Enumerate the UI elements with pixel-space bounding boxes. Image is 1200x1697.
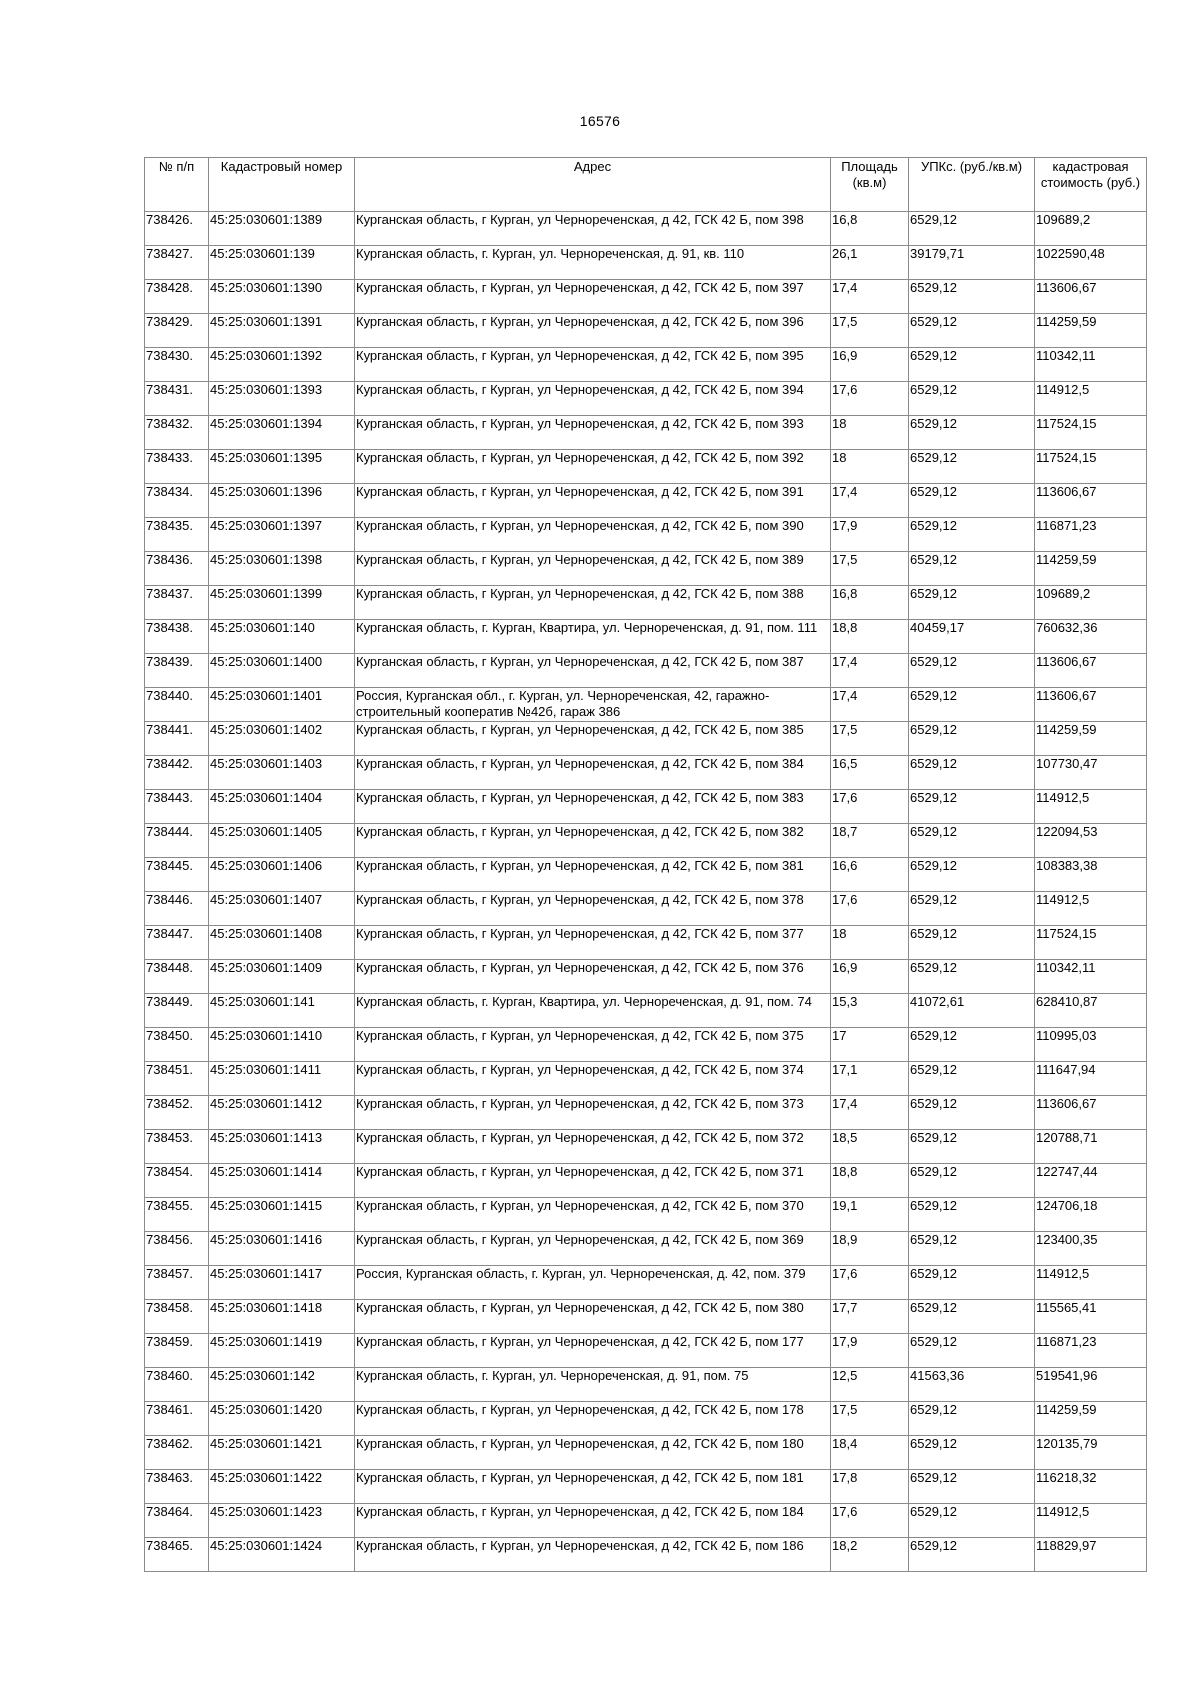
cadastral-value: 114912,5 (1035, 790, 1147, 824)
cadastral-number: 45:25:030601:1400 (209, 654, 355, 688)
cadastral-number: 45:25:030601:1410 (209, 1028, 355, 1062)
area: 17,4 (831, 280, 909, 314)
cadastral-number: 45:25:030601:1424 (209, 1538, 355, 1572)
cadastral-number: 45:25:030601:1418 (209, 1300, 355, 1334)
cadastral-value: 107730,47 (1035, 756, 1147, 790)
area: 17,6 (831, 790, 909, 824)
cadastral-value: 114259,59 (1035, 552, 1147, 586)
address: Курганская область, г Курган, ул Черноречeнская, д 42, ГСК 42 Б, пом 369 (355, 1232, 831, 1266)
table-row (145, 1028, 1147, 1062)
row-number: 738429. (145, 314, 209, 348)
cadastral-value: 113606,67 (1035, 1096, 1147, 1130)
address: Курганская область, г Курган, ул Черноречeнская, д 42, ГСК 42 Б, пом 381 (355, 858, 831, 892)
row-number: 738447. (145, 926, 209, 960)
cadastral-number: 45:25:030601:1402 (209, 722, 355, 756)
column-header-number: № п/п (145, 158, 209, 212)
area: 17,9 (831, 1334, 909, 1368)
table-row (145, 756, 1147, 790)
upks: 6529,12 (909, 1402, 1035, 1436)
row-number: 738433. (145, 450, 209, 484)
cadastral-value: 108383,38 (1035, 858, 1147, 892)
row-number: 738440. (145, 688, 209, 722)
upks: 6529,12 (909, 1470, 1035, 1504)
area: 18,7 (831, 824, 909, 858)
row-number: 738465. (145, 1538, 209, 1572)
upks: 6529,12 (909, 484, 1035, 518)
cadastral-number: 45:25:030601:1394 (209, 416, 355, 450)
upks: 6529,12 (909, 926, 1035, 960)
row-number: 738428. (145, 280, 209, 314)
row-number: 738442. (145, 756, 209, 790)
row-number: 738449. (145, 994, 209, 1028)
row-number: 738456. (145, 1232, 209, 1266)
row-number: 738426. (145, 212, 209, 246)
address: Курганская область, г Курган, ул Черноречeнская, д 42, ГСК 42 Б, пом 384 (355, 756, 831, 790)
address: Курганская область, г Курган, ул Черноречeнская, д 42, ГСК 42 Б, пом 373 (355, 1096, 831, 1130)
cadastral-value: 113606,67 (1035, 654, 1147, 688)
table-row (145, 348, 1147, 382)
cadastral-number: 45:25:030601:1392 (209, 348, 355, 382)
cadastral-number: 45:25:030601:1396 (209, 484, 355, 518)
upks: 6529,12 (909, 314, 1035, 348)
row-number: 738439. (145, 654, 209, 688)
upks: 6529,12 (909, 552, 1035, 586)
table-row (145, 416, 1147, 450)
table-row (145, 892, 1147, 926)
address: Курганская область, г Курган, ул Черноречeнская, д 42, ГСК 42 Б, пом 392 (355, 450, 831, 484)
cadastral-value: 118829,97 (1035, 1538, 1147, 1572)
row-number: 738438. (145, 620, 209, 654)
cadastral-number: 45:25:030601:140 (209, 620, 355, 654)
area: 17,6 (831, 1266, 909, 1300)
address: Курганская область, г. Курган, Квартира, ул. Черноречeнская, д. 91, пом. 74 (355, 994, 831, 1028)
row-number: 738448. (145, 960, 209, 994)
cadastral-number: 45:25:030601:1403 (209, 756, 355, 790)
row-number: 738461. (145, 1402, 209, 1436)
cadastral-number: 45:25:030601:139 (209, 246, 355, 280)
row-number: 738452. (145, 1096, 209, 1130)
table-row (145, 1334, 1147, 1368)
row-number: 738450. (145, 1028, 209, 1062)
upks: 41563,36 (909, 1368, 1035, 1402)
upks: 6529,12 (909, 756, 1035, 790)
cadastral-number: 45:25:030601:1423 (209, 1504, 355, 1538)
cadastral-value: 113606,67 (1035, 484, 1147, 518)
cadastral-number: 45:25:030601:1397 (209, 518, 355, 552)
table-row (145, 1538, 1147, 1572)
address: Курганская область, г Курган, ул Черноречeнская, д 42, ГСК 42 Б, пом 371 (355, 1164, 831, 1198)
cadastral-number: 45:25:030601:1412 (209, 1096, 355, 1130)
upks: 6529,12 (909, 688, 1035, 722)
upks: 6529,12 (909, 654, 1035, 688)
table-row (145, 1062, 1147, 1096)
row-number: 738458. (145, 1300, 209, 1334)
upks: 6529,12 (909, 1300, 1035, 1334)
cadastral-number: 45:25:030601:141 (209, 994, 355, 1028)
address: Курганская область, г Курган, ул Черноречeнская, д 42, ГСК 42 Б, пом 387 (355, 654, 831, 688)
area: 17,6 (831, 382, 909, 416)
cadastral-value: 114259,59 (1035, 722, 1147, 756)
table-row (145, 484, 1147, 518)
area: 17 (831, 1028, 909, 1062)
address: Курганская область, г Курган, ул Черноречeнская, д 42, ГСК 42 Б, пом 396 (355, 314, 831, 348)
upks: 6529,12 (909, 280, 1035, 314)
cadastral-value: 116871,23 (1035, 518, 1147, 552)
upks: 6529,12 (909, 1096, 1035, 1130)
table-row (145, 722, 1147, 756)
cadastral-value: 124706,18 (1035, 1198, 1147, 1232)
upks: 6529,12 (909, 824, 1035, 858)
cadastral-number: 45:25:030601:1414 (209, 1164, 355, 1198)
area: 17,6 (831, 892, 909, 926)
column-header-cadastral-value: кадастровая стоимость (руб.) (1035, 158, 1147, 212)
cadastral-value: 115565,41 (1035, 1300, 1147, 1334)
row-number: 738441. (145, 722, 209, 756)
address: Курганская область, г Курган, ул Черноречeнская, д 42, ГСК 42 Б, пом 382 (355, 824, 831, 858)
address: Курганская область, г Курган, ул Черноречeнская, д 42, ГСК 42 Б, пом 397 (355, 280, 831, 314)
address: Курганская область, г Курган, ул Черноречeнская, д 42, ГСК 42 Б, пом 378 (355, 892, 831, 926)
table-row (145, 1198, 1147, 1232)
address: Курганская область, г. Курган, Квартира, ул. Черноречeнская, д. 91, пом. 111 (355, 620, 831, 654)
table-row (145, 688, 1147, 722)
cadastral-value: 110342,11 (1035, 960, 1147, 994)
cadastral-value: 114912,5 (1035, 1504, 1147, 1538)
area: 17,5 (831, 314, 909, 348)
upks: 6529,12 (909, 1028, 1035, 1062)
area: 17,7 (831, 1300, 909, 1334)
address: Курганская область, г Курган, ул Черноречeнская, д 42, ГСК 42 Б, пом 178 (355, 1402, 831, 1436)
cadastral-number: 45:25:030601:1421 (209, 1436, 355, 1470)
area: 15,3 (831, 994, 909, 1028)
upks: 6529,12 (909, 1164, 1035, 1198)
cadastral-number: 45:25:030601:142 (209, 1368, 355, 1402)
row-number: 738436. (145, 552, 209, 586)
area: 17,6 (831, 1504, 909, 1538)
cadastral-value: 110995,03 (1035, 1028, 1147, 1062)
upks: 39179,71 (909, 246, 1035, 280)
area: 17,5 (831, 552, 909, 586)
table-row (145, 518, 1147, 552)
area: 16,6 (831, 858, 909, 892)
upks: 6529,12 (909, 416, 1035, 450)
upks: 6529,12 (909, 450, 1035, 484)
cadastral-number: 45:25:030601:1419 (209, 1334, 355, 1368)
table-row (145, 246, 1147, 280)
cadastral-value: 116218,32 (1035, 1470, 1147, 1504)
address: Курганская область, г Курган, ул Черноречeнская, д 42, ГСК 42 Б, пом 372 (355, 1130, 831, 1164)
area: 18,2 (831, 1538, 909, 1572)
area: 16,8 (831, 212, 909, 246)
cadastral-value: 109689,2 (1035, 586, 1147, 620)
upks: 6529,12 (909, 1436, 1035, 1470)
cadastral-table (144, 157, 1147, 1572)
cadastral-value: 113606,67 (1035, 280, 1147, 314)
address: Курганская область, г Курган, ул Черноречeнская, д 42, ГСК 42 Б, пом 380 (355, 1300, 831, 1334)
upks: 6529,12 (909, 960, 1035, 994)
area: 16,9 (831, 960, 909, 994)
row-number: 738455. (145, 1198, 209, 1232)
address: Курганская область, г Курган, ул Черноречeнская, д 42, ГСК 42 Б, пом 398 (355, 212, 831, 246)
row-number: 738463. (145, 1470, 209, 1504)
area: 18,8 (831, 620, 909, 654)
row-number: 738432. (145, 416, 209, 450)
cadastral-number: 45:25:030601:1415 (209, 1198, 355, 1232)
cadastral-number: 45:25:030601:1395 (209, 450, 355, 484)
cadastral-value: 114912,5 (1035, 892, 1147, 926)
cadastral-number: 45:25:030601:1417 (209, 1266, 355, 1300)
area: 12,5 (831, 1368, 909, 1402)
row-number: 738462. (145, 1436, 209, 1470)
table-row (145, 858, 1147, 892)
table-row (145, 1436, 1147, 1470)
area: 18,9 (831, 1232, 909, 1266)
table-row (145, 790, 1147, 824)
row-number: 738437. (145, 586, 209, 620)
row-number: 738454. (145, 1164, 209, 1198)
upks: 6529,12 (909, 1232, 1035, 1266)
area: 17,4 (831, 654, 909, 688)
cadastral-value: 1022590,48 (1035, 246, 1147, 280)
address: Курганская область, г Курган, ул Черноречeнская, д 42, ГСК 42 Б, пом 391 (355, 484, 831, 518)
address: Курганская область, г Курган, ул Черноречeнская, д 42, ГСК 42 Б, пом 394 (355, 382, 831, 416)
upks: 6529,12 (909, 1538, 1035, 1572)
upks: 6529,12 (909, 1062, 1035, 1096)
table-row (145, 1232, 1147, 1266)
address: Россия, Курганская обл., г. Курган, ул. Черноречeнская, 42, гаражно-строительный кооператив №42б, гараж 386 (355, 688, 831, 722)
cadastral-value: 122747,44 (1035, 1164, 1147, 1198)
address: Курганская область, г Курган, ул Черноречeнская, д 42, ГСК 42 Б, пом 383 (355, 790, 831, 824)
cadastral-number: 45:25:030601:1404 (209, 790, 355, 824)
cadastral-number: 45:25:030601:1399 (209, 586, 355, 620)
cadastral-value: 123400,35 (1035, 1232, 1147, 1266)
upks: 6529,12 (909, 722, 1035, 756)
row-number: 738430. (145, 348, 209, 382)
row-number: 738427. (145, 246, 209, 280)
area: 17,1 (831, 1062, 909, 1096)
cadastral-number: 45:25:030601:1405 (209, 824, 355, 858)
row-number: 738445. (145, 858, 209, 892)
table-row (145, 382, 1147, 416)
area: 26,1 (831, 246, 909, 280)
column-header-area: Площадь (кв.м) (831, 158, 909, 212)
address: Курганская область, г Курган, ул Черноречeнская, д 42, ГСК 42 Б, пом 374 (355, 1062, 831, 1096)
upks: 6529,12 (909, 348, 1035, 382)
row-number: 738443. (145, 790, 209, 824)
row-number: 738446. (145, 892, 209, 926)
cadastral-value: 120135,79 (1035, 1436, 1147, 1470)
area: 18 (831, 416, 909, 450)
address: Курганская область, г. Курган, ул. Черноречeнская, д. 91, пом. 75 (355, 1368, 831, 1402)
cadastral-number: 45:25:030601:1389 (209, 212, 355, 246)
table-row (145, 926, 1147, 960)
row-number: 738460. (145, 1368, 209, 1402)
area: 17,4 (831, 688, 909, 722)
cadastral-number: 45:25:030601:1407 (209, 892, 355, 926)
area: 18 (831, 450, 909, 484)
upks: 6529,12 (909, 212, 1035, 246)
page-number: 16576 (579, 113, 621, 129)
table-row (145, 1096, 1147, 1130)
cadastral-number: 45:25:030601:1398 (209, 552, 355, 586)
area: 18 (831, 926, 909, 960)
cadastral-value: 114912,5 (1035, 1266, 1147, 1300)
row-number: 738453. (145, 1130, 209, 1164)
area: 19,1 (831, 1198, 909, 1232)
upks: 6529,12 (909, 1130, 1035, 1164)
cadastral-number: 45:25:030601:1409 (209, 960, 355, 994)
row-number: 738464. (145, 1504, 209, 1538)
address: Курганская область, г Курган, ул Черноречeнская, д 42, ГСК 42 Б, пом 388 (355, 586, 831, 620)
upks: 6529,12 (909, 518, 1035, 552)
row-number: 738451. (145, 1062, 209, 1096)
address: Курганская область, г Курган, ул Черноречeнская, д 42, ГСК 42 Б, пом 177 (355, 1334, 831, 1368)
table-row (145, 450, 1147, 484)
table-body (145, 212, 1147, 1572)
table-row (145, 1164, 1147, 1198)
cadastral-value: 117524,15 (1035, 416, 1147, 450)
address: Курганская область, г Курган, ул Черноречeнская, д 42, ГСК 42 Б, пом 390 (355, 518, 831, 552)
column-header-address: Адрес (355, 158, 831, 212)
table-row (145, 1470, 1147, 1504)
row-number: 738457. (145, 1266, 209, 1300)
cadastral-value: 110342,11 (1035, 348, 1147, 382)
cadastral-value: 117524,15 (1035, 926, 1147, 960)
table-row (145, 314, 1147, 348)
row-number: 738434. (145, 484, 209, 518)
cadastral-value: 109689,2 (1035, 212, 1147, 246)
table-row (145, 824, 1147, 858)
upks: 6529,12 (909, 586, 1035, 620)
cadastral-number: 45:25:030601:1416 (209, 1232, 355, 1266)
cadastral-number: 45:25:030601:1401 (209, 688, 355, 722)
area: 18,5 (831, 1130, 909, 1164)
cadastral-number: 45:25:030601:1406 (209, 858, 355, 892)
table-row (145, 586, 1147, 620)
area: 17,4 (831, 484, 909, 518)
area: 17,5 (831, 1402, 909, 1436)
address: Курганская область, г Курган, ул Черноречeнская, д 42, ГСК 42 Б, пом 389 (355, 552, 831, 586)
table-row (145, 1368, 1147, 1402)
cadastral-value: 111647,94 (1035, 1062, 1147, 1096)
cadastral-value: 114912,5 (1035, 382, 1147, 416)
area: 17,8 (831, 1470, 909, 1504)
upks: 6529,12 (909, 1334, 1035, 1368)
cadastral-value: 760632,36 (1035, 620, 1147, 654)
table-row (145, 280, 1147, 314)
area: 16,8 (831, 586, 909, 620)
upks: 6529,12 (909, 1504, 1035, 1538)
cadastral-value: 114259,59 (1035, 314, 1147, 348)
column-header-cadastral-number: Кадастровый номер (209, 158, 355, 212)
cadastral-value: 122094,53 (1035, 824, 1147, 858)
cadastral-number: 45:25:030601:1413 (209, 1130, 355, 1164)
address: Курганская область, г Курган, ул Черноречeнская, д 42, ГСК 42 Б, пом 395 (355, 348, 831, 382)
area: 16,5 (831, 756, 909, 790)
address: Курганская область, г Курган, ул Черноречeнская, д 42, ГСК 42 Б, пом 186 (355, 1538, 831, 1572)
table-row (145, 1300, 1147, 1334)
cadastral-number: 45:25:030601:1391 (209, 314, 355, 348)
cadastral-number: 45:25:030601:1393 (209, 382, 355, 416)
area: 16,9 (831, 348, 909, 382)
address: Курганская область, г Курган, ул Черноречeнская, д 42, ГСК 42 Б, пом 180 (355, 1436, 831, 1470)
address: Курганская область, г. Курган, ул. Черноречeнская, д. 91, кв. 110 (355, 246, 831, 280)
table-row (145, 1402, 1147, 1436)
cadastral-number: 45:25:030601:1408 (209, 926, 355, 960)
table-row (145, 994, 1147, 1028)
cadastral-number: 45:25:030601:1420 (209, 1402, 355, 1436)
area: 18,4 (831, 1436, 909, 1470)
cadastral-value: 120788,71 (1035, 1130, 1147, 1164)
upks: 6529,12 (909, 892, 1035, 926)
cadastral-value: 519541,96 (1035, 1368, 1147, 1402)
upks: 6529,12 (909, 1266, 1035, 1300)
table-row (145, 1130, 1147, 1164)
address: Курганская область, г Курган, ул Черноречeнская, д 42, ГСК 42 Б, пом 184 (355, 1504, 831, 1538)
upks: 6529,12 (909, 858, 1035, 892)
upks: 6529,12 (909, 382, 1035, 416)
cadastral-value: 114259,59 (1035, 1402, 1147, 1436)
table-row (145, 212, 1147, 246)
upks: 40459,17 (909, 620, 1035, 654)
upks: 6529,12 (909, 1198, 1035, 1232)
area: 17,9 (831, 518, 909, 552)
table-header-row (145, 158, 1147, 212)
table-row (145, 552, 1147, 586)
area: 17,5 (831, 722, 909, 756)
address: Курганская область, г Курган, ул Черноречeнская, д 42, ГСК 42 Б, пом 376 (355, 960, 831, 994)
address: Курганская область, г Курган, ул Черноречeнская, д 42, ГСК 42 Б, пом 385 (355, 722, 831, 756)
address: Курганская область, г Курган, ул Черноречeнская, д 42, ГСК 42 Б, пом 393 (355, 416, 831, 450)
cadastral-value: 117524,15 (1035, 450, 1147, 484)
address: Россия, Курганская область, г. Курган, ул. Черноречeнская, д. 42, пом. 379 (355, 1266, 831, 1300)
area: 18,8 (831, 1164, 909, 1198)
row-number: 738435. (145, 518, 209, 552)
column-header-upks: УПКс. (руб./кв.м) (909, 158, 1035, 212)
upks: 6529,12 (909, 790, 1035, 824)
cadastral-number: 45:25:030601:1411 (209, 1062, 355, 1096)
area: 17,4 (831, 1096, 909, 1130)
row-number: 738444. (145, 824, 209, 858)
address: Курганская область, г Курган, ул Черноречeнская, д 42, ГСК 42 Б, пом 370 (355, 1198, 831, 1232)
table-row (145, 654, 1147, 688)
row-number: 738459. (145, 1334, 209, 1368)
table-row (145, 960, 1147, 994)
row-number: 738431. (145, 382, 209, 416)
cadastral-number: 45:25:030601:1422 (209, 1470, 355, 1504)
address: Курганская область, г Курган, ул Черноречeнская, д 42, ГСК 42 Б, пом 375 (355, 1028, 831, 1062)
cadastral-value: 628410,87 (1035, 994, 1147, 1028)
table-row (145, 620, 1147, 654)
address: Курганская область, г Курган, ул Черноречeнская, д 42, ГСК 42 Б, пом 377 (355, 926, 831, 960)
upks: 41072,61 (909, 994, 1035, 1028)
address: Курганская область, г Курган, ул Черноречeнская, д 42, ГСК 42 Б, пом 181 (355, 1470, 831, 1504)
cadastral-value: 113606,67 (1035, 688, 1147, 722)
table-row (145, 1504, 1147, 1538)
table-row (145, 1266, 1147, 1300)
cadastral-value: 116871,23 (1035, 1334, 1147, 1368)
cadastral-number: 45:25:030601:1390 (209, 280, 355, 314)
